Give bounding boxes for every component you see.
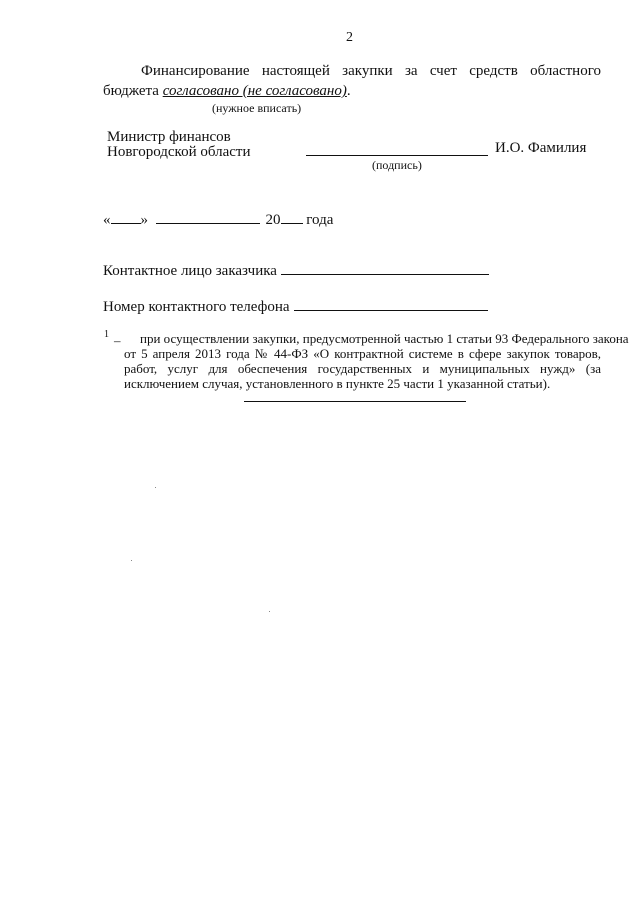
footnote-marker: 1 [104, 329, 109, 340]
financing-line-1: Финансирование настоящей закупки за счет средств областного [141, 63, 601, 79]
footnote-dash: – [114, 333, 121, 348]
minister-title-line-1: Министр финансов [107, 129, 231, 145]
contact-person-line [281, 262, 489, 275]
signature-hint: (подпись) [372, 158, 422, 172]
financing-suffix: . [346, 83, 351, 99]
phone-label: Номер контактного телефона [103, 299, 290, 315]
financing-hint: (нужное вписать) [212, 101, 302, 115]
date-open-quote: « [103, 212, 111, 228]
scan-speck [155, 487, 156, 488]
financing-line-2 [103, 83, 351, 100]
scan-speck [269, 611, 270, 612]
agreed-option: согласовано (не согласовано) [162, 83, 347, 99]
phone-row [103, 298, 488, 316]
minister-title [107, 130, 251, 160]
month-blank [156, 210, 260, 224]
day-blank [111, 210, 141, 224]
phone-line [294, 298, 488, 311]
signature-line [306, 155, 488, 156]
footnote-line-1: при осуществлении закупки, предусмотренной частью 1 статьи 93 Федерального закона [140, 331, 629, 346]
year-blank [281, 210, 303, 224]
contact-person-row [103, 262, 489, 280]
date-close-quote: » [140, 212, 148, 228]
contact-person-label: Контактное лицо заказчика [103, 263, 277, 279]
year-prefix: 20 [265, 212, 281, 228]
minister-name: И.О. Фамилия [495, 140, 587, 156]
footnote-rule [244, 401, 466, 402]
page-number: 2 [346, 30, 353, 45]
financing-prefix: бюджета [103, 83, 163, 99]
year-word: года [306, 212, 334, 228]
date-row [103, 210, 333, 229]
footnote-text: от 5 апреля 2013 года № 44-ФЗ «О контрактной системе в сфере закупок товаров, работ, услуг для обеспечения государственных и муниципальных нужд» (за исключением случая, установленного в пункте 25 части 1 указанной статьи). [124, 346, 601, 391]
minister-title-line-2: Новгородской области [107, 144, 251, 160]
scan-speck [131, 560, 132, 561]
